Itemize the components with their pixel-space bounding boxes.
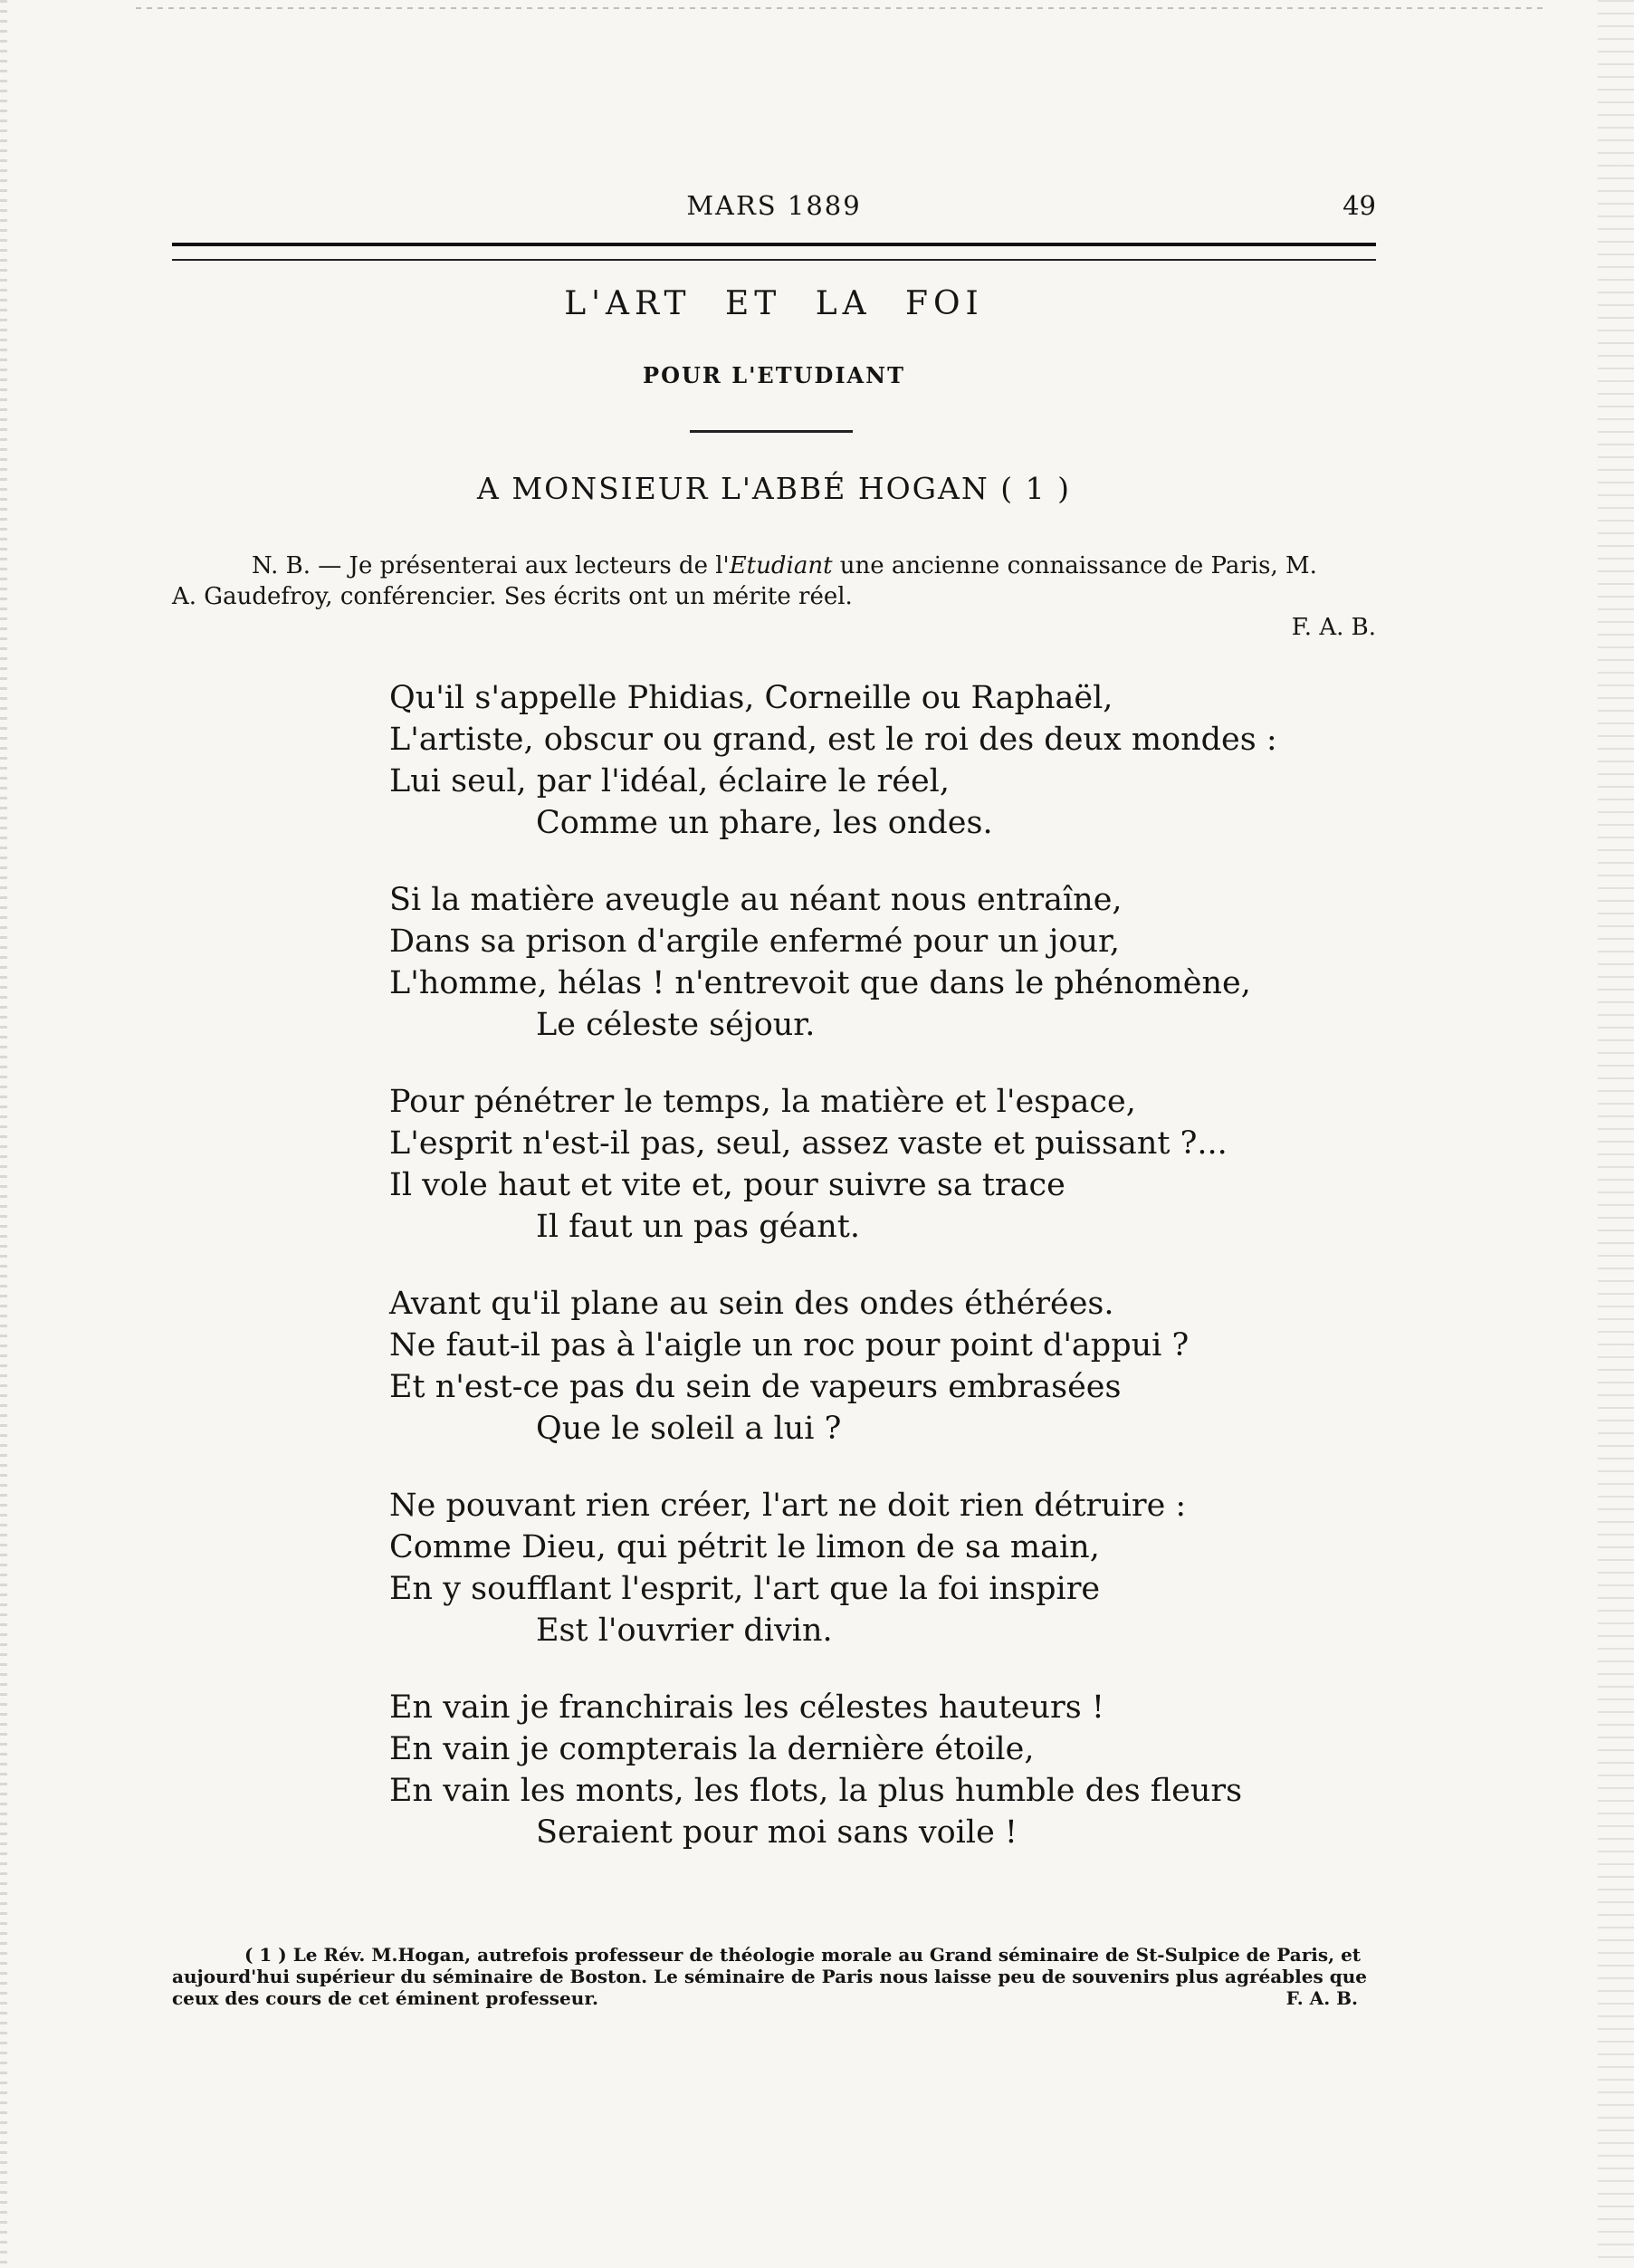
scan-edge-top bbox=[136, 7, 1548, 9]
article-title: L'ART ET LA FOI bbox=[564, 285, 984, 322]
stanza-3 bbox=[389, 1081, 1295, 1248]
stanza-2 bbox=[389, 879, 1295, 1046]
note-line-1-start: N. B. — Je présenterai aux lecteurs de l' bbox=[252, 552, 730, 579]
verse: Il vole haut et vite et, pour suivre sa trace bbox=[389, 1167, 1065, 1203]
verse: Comme Dieu, qui pétrit le limon de sa main, bbox=[389, 1529, 1100, 1565]
verse: L'homme, hélas ! n'entrevoit que dans le phénomène, bbox=[389, 965, 1251, 1001]
article-subtitle: POUR L'ETUDIANT bbox=[643, 362, 905, 388]
header-double-rule bbox=[172, 243, 1376, 261]
verse: En vain les monts, les flots, la plus humble des fleurs bbox=[389, 1773, 1243, 1809]
stanza-1 bbox=[389, 677, 1295, 844]
verse: L'artiste, obscur ou grand, est le roi des deux mondes : bbox=[389, 722, 1277, 758]
editor-note bbox=[172, 550, 1376, 641]
verse: En vain je franchirais les célestes hauteurs ! bbox=[389, 1689, 1104, 1726]
note-signature: F. A. B. bbox=[1291, 614, 1376, 641]
verse: Lui seul, par l'idéal, éclaire le réel, bbox=[389, 763, 950, 799]
verse: Et n'est-ce pas du sein de vapeurs embrasées bbox=[389, 1369, 1122, 1405]
verse-indented: Est l'ouvrier divin. bbox=[536, 1612, 833, 1649]
page-number: 49 bbox=[1343, 190, 1376, 221]
verse: En y soufflant l'esprit, l'art que la foi inspire bbox=[389, 1571, 1101, 1607]
verse-indented: Le céleste séjour. bbox=[536, 1007, 816, 1043]
verse: En vain je compterais la dernière étoile, bbox=[389, 1731, 1035, 1767]
verse: Dans sa prison d'argile enfermé pour un jour, bbox=[389, 923, 1121, 960]
verse-indented: Seraient pour moi sans voile ! bbox=[536, 1814, 1018, 1851]
verse: Avant qu'il plane au sein des ondes éthérées. bbox=[389, 1286, 1114, 1322]
note-line-1 bbox=[172, 550, 1376, 581]
verse: Ne faut-il pas à l'aigle un roc pour point d'appui ? bbox=[389, 1327, 1190, 1364]
note-journal-name: Etudiant bbox=[729, 552, 833, 579]
note-line-1-end: une ancienne connaissance de Paris, M. bbox=[832, 552, 1317, 579]
footnote-signature: F. A. B. bbox=[1285, 1987, 1358, 2009]
running-title: MARS 1889 bbox=[686, 190, 862, 221]
verse-indented: Que le soleil a lui ? bbox=[536, 1411, 842, 1447]
dedication: A MONSIEUR L'ABBÉ HOGAN ( 1 ) bbox=[477, 471, 1071, 506]
title-divider bbox=[690, 430, 853, 433]
footnote-text: ( 1 ) Le Rév. M.Hogan, autrefois professeur de théologie morale au Grand séminaire de St-Sulpice de Paris, et aujourd'hui supérieur du séminaire de Boston. Le séminaire de Paris nous laisse peu de souvenirs plus agréables que ceux des cours de cet éminent professeur. bbox=[172, 1944, 1367, 2009]
poem bbox=[389, 677, 1295, 1889]
stanza-6 bbox=[389, 1687, 1295, 1853]
verse: Qu'il s'appelle Phidias, Corneille ou Raphaël, bbox=[389, 680, 1113, 716]
scan-edge-left bbox=[0, 0, 7, 2268]
verse-indented: Il faut un pas géant. bbox=[536, 1209, 860, 1245]
verse: L'esprit n'est-il pas, seul, assez vaste et puissant ?... bbox=[389, 1125, 1228, 1162]
verse: Ne pouvant rien créer, l'art ne doit rien détruire : bbox=[389, 1488, 1187, 1524]
note-line-2: A. Gaudefroy, conférencier. Ses écrits ont un mérite réel. bbox=[172, 583, 853, 610]
scan-edge-right bbox=[1598, 0, 1634, 2268]
verse-indented: Comme un phare, les ondes. bbox=[536, 805, 993, 841]
verse: Si la matière aveugle au néant nous entraîne, bbox=[389, 882, 1123, 918]
verse: Pour pénétrer le temps, la matière et l'espace, bbox=[389, 1084, 1136, 1120]
stanza-4 bbox=[389, 1283, 1295, 1450]
running-head bbox=[172, 190, 1376, 226]
footnote bbox=[172, 1944, 1385, 2009]
stanza-5 bbox=[389, 1485, 1295, 1651]
